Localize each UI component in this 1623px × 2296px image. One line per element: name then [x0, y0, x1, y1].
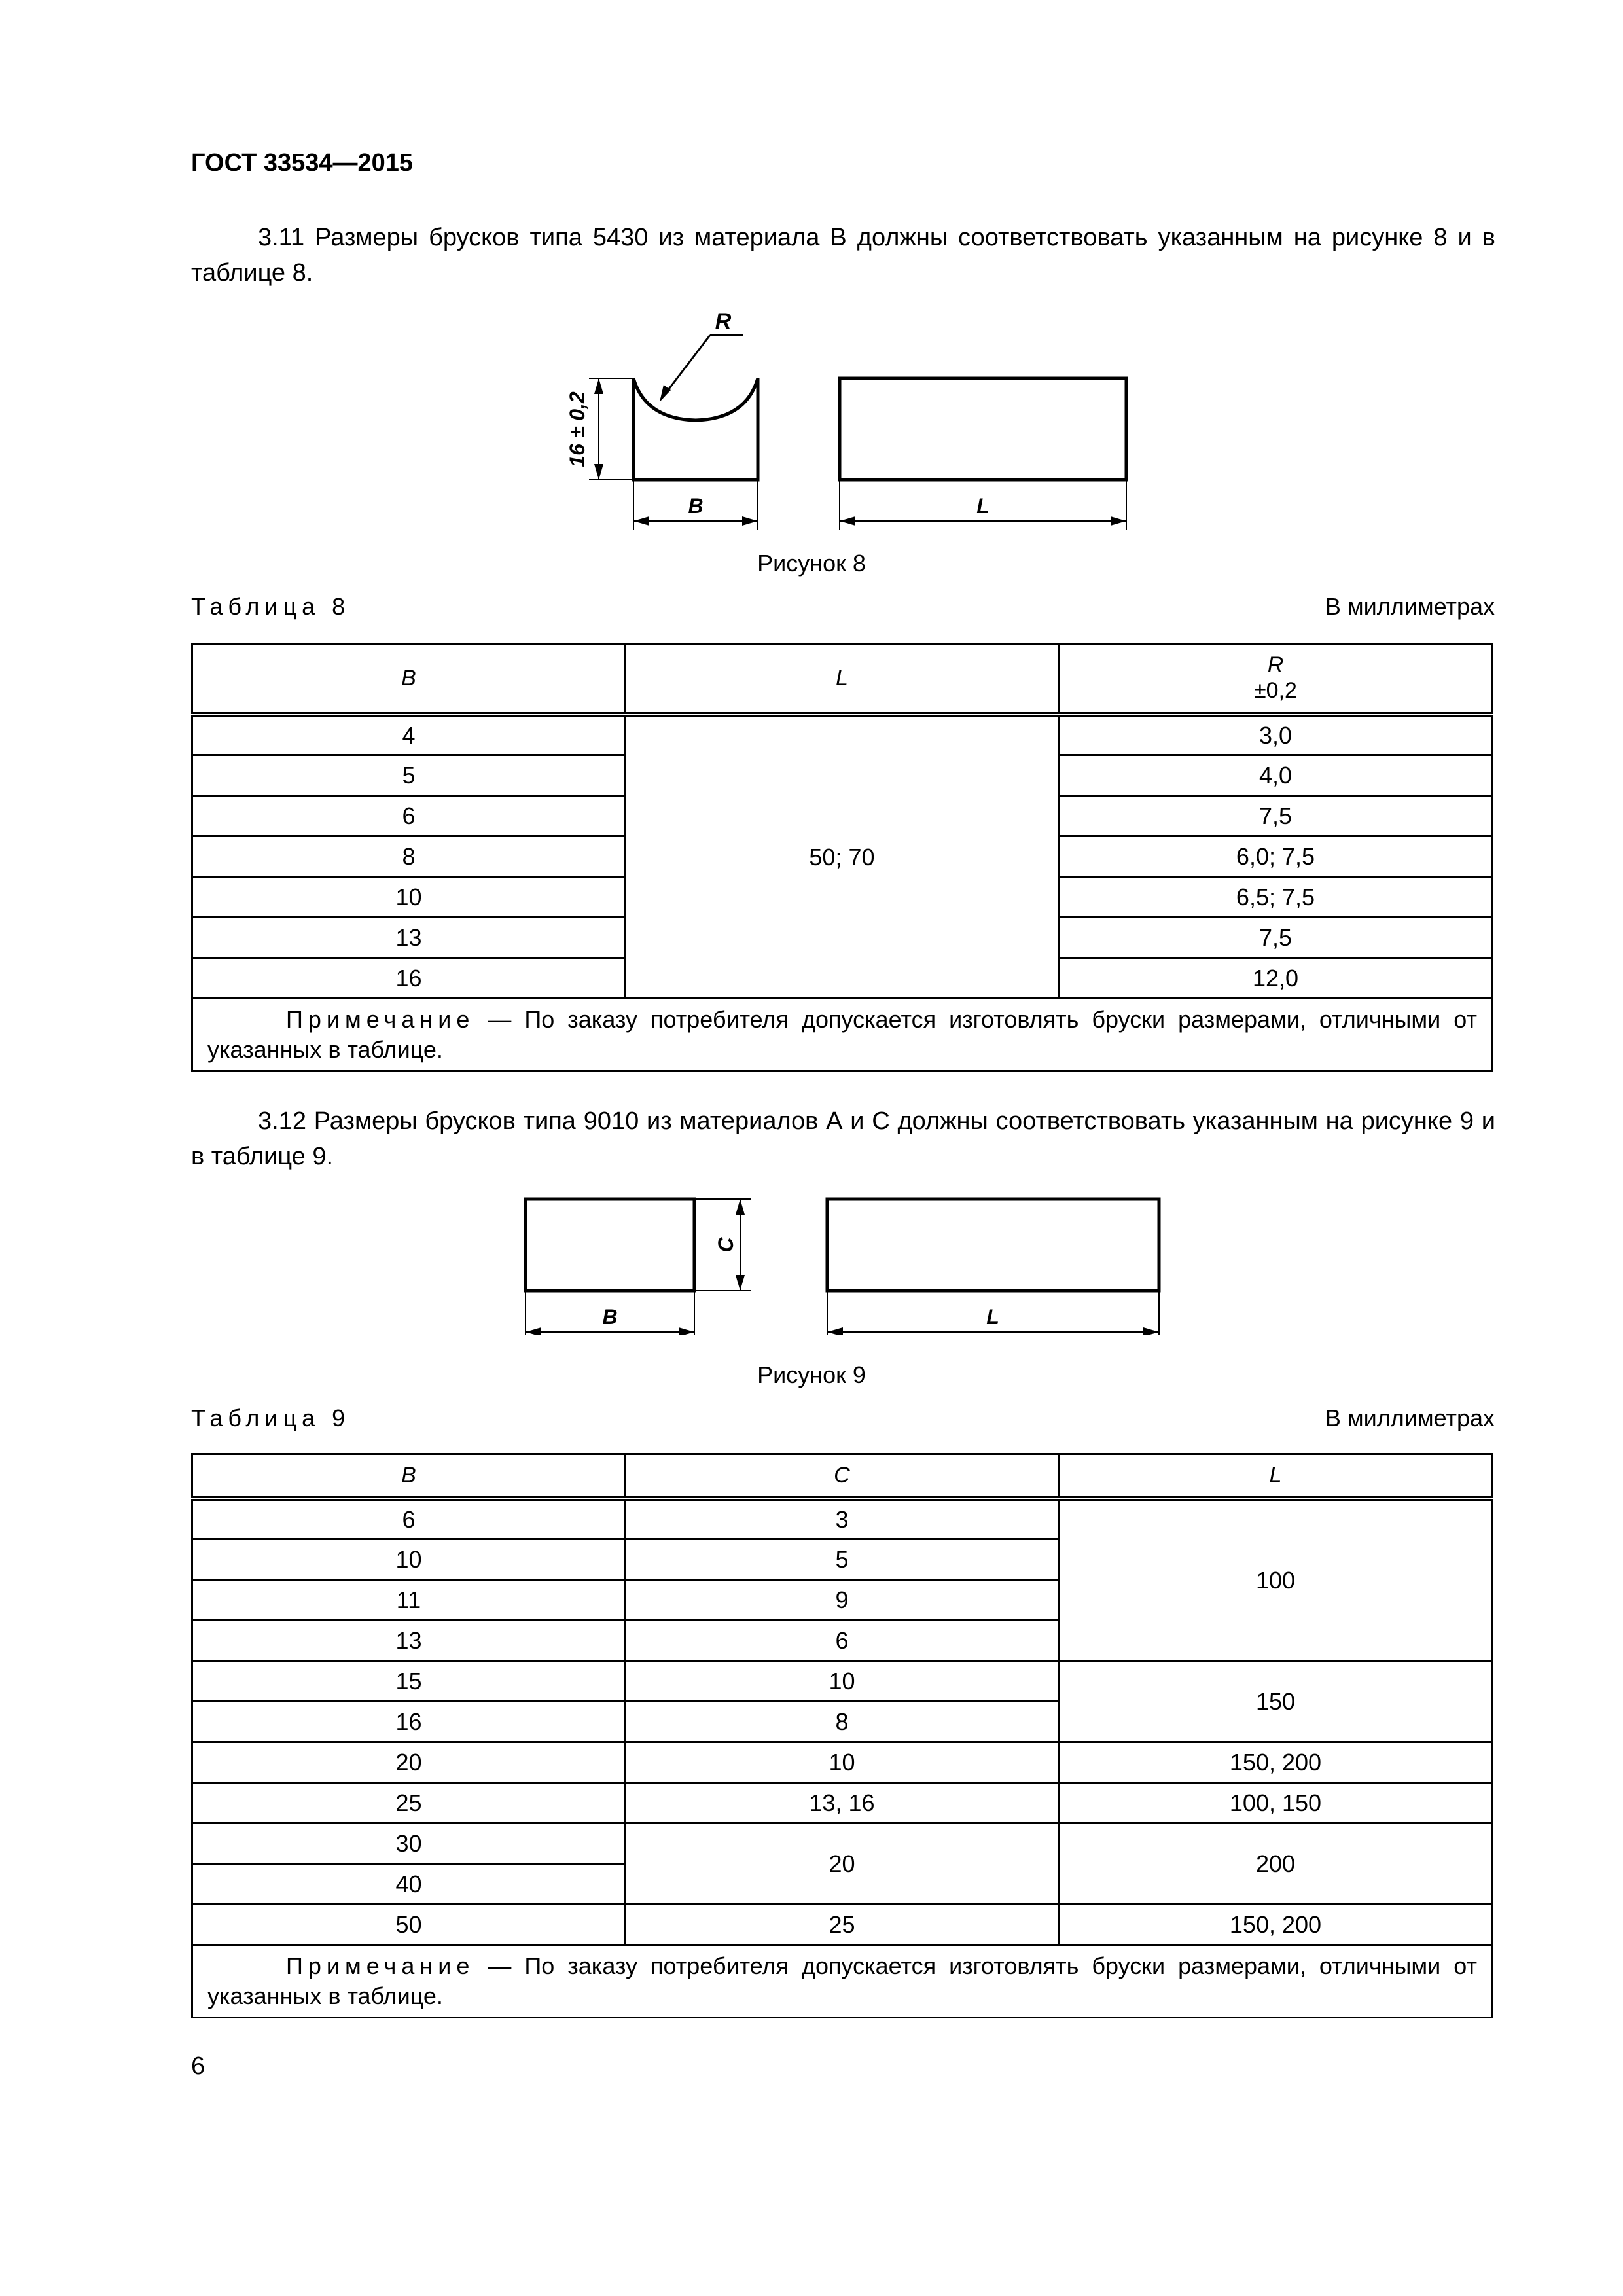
t8-header-r-main: R [1267, 653, 1284, 678]
table-9-label: Таблица 9 [191, 1405, 351, 1431]
page-number: 6 [191, 2053, 205, 2080]
figure-9 [0, 1185, 1623, 1335]
fig8-profile-shape [633, 378, 758, 480]
t9-cell-c: 3 [625, 1499, 1058, 1539]
t9-cell-b: 13 [192, 1621, 626, 1661]
t8-note [192, 999, 1493, 1071]
fig9-front-rect [526, 1199, 694, 1291]
t8-cell-r: 12,0 [1058, 958, 1492, 999]
table-8-label: Таблица 8 [191, 593, 351, 620]
t9-cell-b: 11 [192, 1580, 626, 1621]
t8-cell-b: 8 [192, 836, 626, 877]
t9-cell-c-group-30-40: 20 [625, 1823, 1058, 1905]
fig9-c-label: C [714, 1237, 738, 1253]
fig9-l-label: L [986, 1305, 999, 1329]
t9-cell-c: 25 [625, 1905, 1058, 1945]
t9-cell-c: 10 [625, 1742, 1058, 1783]
table-9 [191, 1453, 1493, 2018]
fig8-height-label: 16 ± 0,2 [565, 391, 589, 467]
t8-header-b: B [192, 644, 626, 715]
figure-8-caption: Рисунок 8 [757, 550, 866, 577]
t9-cell-b: 40 [192, 1864, 626, 1905]
fig8-r-label: R [715, 309, 732, 334]
t8-cell-r: 3,0 [1058, 715, 1492, 755]
t9-header-b: B [192, 1454, 626, 1499]
t9-cell-l-group-30-40: 200 [1058, 1823, 1492, 1905]
t8-header-r [1058, 644, 1492, 715]
t8-cell-r: 7,5 [1058, 918, 1492, 958]
table-row [192, 1742, 1493, 1783]
t8-cell-b: 13 [192, 918, 626, 958]
t9-cell-c: 8 [625, 1702, 1058, 1742]
t9-cell-c: 5 [625, 1539, 1058, 1580]
table-row [192, 1905, 1493, 1945]
table-9-units: В миллиметрах [1325, 1405, 1495, 1431]
fig8-side-rect [840, 378, 1126, 480]
section-3-12-text: 3.12 Размеры брусков типа 9010 из материалов А и С должны соответствовать указанным на рисунке 9 и в таблице 9. [191, 1107, 1495, 1170]
t8-cell-l-merged: 50; 70 [625, 715, 1058, 999]
table-row [192, 1823, 1493, 1864]
t9-note-text: — По заказу потребителя допускается изготовлять бруски размерами, отличными от указанных в таблице. [207, 1952, 1477, 2009]
t9-cell-l-group-2: 150 [1058, 1661, 1492, 1742]
t9-cell-b: 15 [192, 1661, 626, 1702]
t8-cell-b: 16 [192, 958, 626, 999]
t9-cell-c: 13, 16 [625, 1783, 1058, 1823]
fig8-b-label: B [688, 494, 704, 518]
t9-cell-b: 30 [192, 1823, 626, 1864]
t8-header-r-tol: ±0,2 [1254, 678, 1297, 704]
t9-cell-l: 150, 200 [1058, 1905, 1492, 1945]
t9-cell-b: 50 [192, 1905, 626, 1945]
table-row [192, 1499, 1493, 1539]
figure-9-caption: Рисунок 9 [757, 1361, 866, 1388]
t8-cell-r: 4,0 [1058, 755, 1492, 796]
t8-cell-r: 7,5 [1058, 796, 1492, 836]
fig9-side-rect [827, 1199, 1159, 1291]
t9-header-c: C [625, 1454, 1058, 1499]
t8-cell-b: 6 [192, 796, 626, 836]
figure-8 [0, 0, 1623, 543]
t9-cell-b: 10 [192, 1539, 626, 1580]
t8-cell-r: 6,5; 7,5 [1058, 877, 1492, 918]
t9-cell-l: 100, 150 [1058, 1783, 1492, 1823]
t9-cell-l: 150, 200 [1058, 1742, 1492, 1783]
table-note-row [192, 1945, 1493, 2018]
t8-header-l: L [625, 644, 1058, 715]
t8-note-label: Примечание [286, 1006, 475, 1033]
section-3-11-text: 3.11 Размеры брусков типа 5430 из материала В должны соответствовать указанным на рисунке 8 и в таблице 8. [191, 224, 1495, 287]
table-row [192, 715, 1493, 755]
t8-cell-b: 10 [192, 877, 626, 918]
table-row [192, 1783, 1493, 1823]
t9-cell-l-group-1: 100 [1058, 1499, 1492, 1661]
table-8 [191, 643, 1493, 1072]
t9-cell-c: 6 [625, 1621, 1058, 1661]
t8-cell-b: 5 [192, 755, 626, 796]
fig9-b-label: B [602, 1305, 618, 1329]
t9-note [192, 1945, 1493, 2018]
table-8-units: В миллиметрах [1325, 593, 1495, 620]
table-row [192, 1661, 1493, 1702]
t9-cell-b: 16 [192, 1702, 626, 1742]
t8-cell-r: 6,0; 7,5 [1058, 836, 1492, 877]
table-note-row [192, 999, 1493, 1071]
t9-cell-b: 6 [192, 1499, 626, 1539]
fig8-l-label: L [976, 494, 990, 518]
t9-cell-c: 9 [625, 1580, 1058, 1621]
t9-cell-b: 25 [192, 1783, 626, 1823]
t9-note-label: Примечание [286, 1952, 475, 1979]
t9-cell-b: 20 [192, 1742, 626, 1783]
t8-note-text: — По заказу потребителя допускается изготовлять бруски размерами, отличными от указанных в таблице. [207, 1006, 1477, 1063]
document-header: ГОСТ 33534—2015 [191, 149, 414, 177]
t9-cell-c: 10 [625, 1661, 1058, 1702]
t9-header-l: L [1058, 1454, 1492, 1499]
t8-cell-b: 4 [192, 715, 626, 755]
